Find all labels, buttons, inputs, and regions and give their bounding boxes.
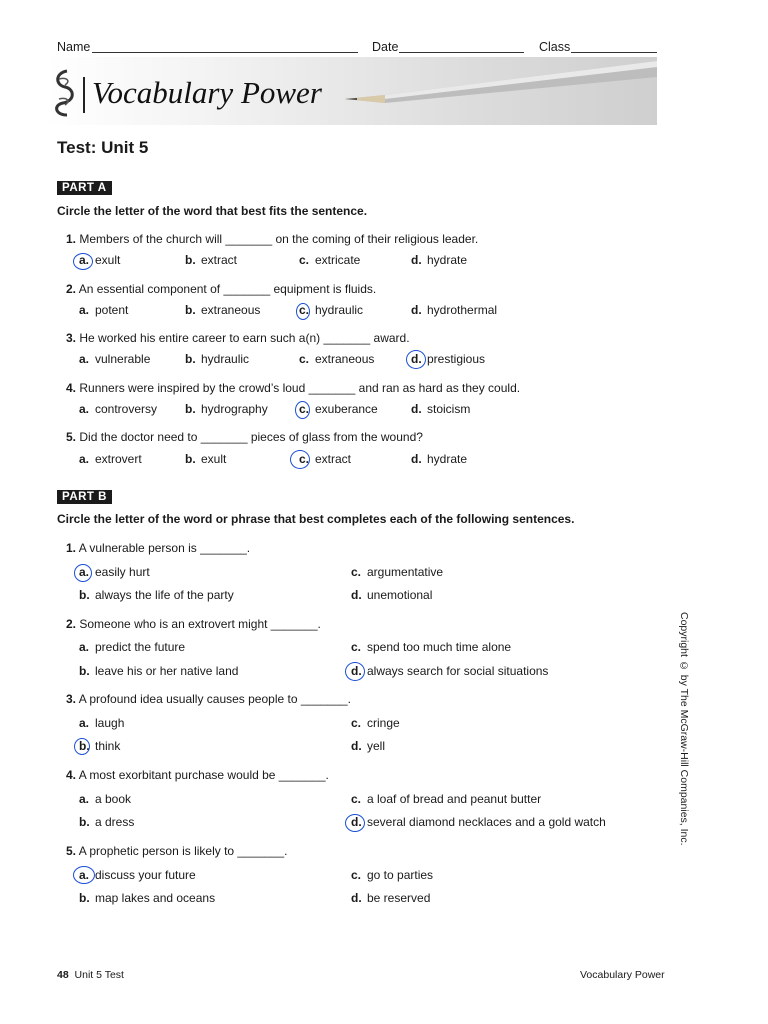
option-c[interactable]: c. a loaf of bread and peanut butter — [351, 792, 542, 806]
part-a-instructions: Circle the letter of the word that best fits the sentence. — [57, 204, 368, 218]
option-c[interactable]: c. exuberance — [299, 402, 378, 416]
option-a[interactable]: a. easily hurt — [79, 565, 150, 579]
answer-circle-mark — [295, 401, 310, 419]
option-d[interactable]: d. prestigious — [411, 352, 486, 366]
part-a-badge: PART A — [57, 181, 112, 195]
answer-circle-mark — [345, 814, 365, 832]
part-b-question-5: 5. A prophetic person is likely to _______. — [66, 844, 288, 858]
name-label: Name — [57, 40, 91, 54]
option-b[interactable]: b. map lakes and oceans — [79, 891, 216, 905]
class-line — [571, 52, 657, 53]
part-b-instructions: Circle the letter of the word or phrase that best completes each of the following sentences. — [57, 512, 575, 526]
banner-title: Vocabulary Power — [92, 75, 322, 110]
footer-right: Vocabulary Power — [580, 969, 665, 981]
option-d[interactable]: d. be reserved — [351, 891, 431, 905]
option-a[interactable]: a. predict the future — [79, 640, 186, 654]
answer-circle-mark — [406, 350, 426, 369]
answer-circle-mark — [73, 866, 95, 884]
option-b[interactable]: b. exult — [185, 452, 227, 466]
pencil-icon — [345, 61, 657, 103]
option-c[interactable]: c. spend too much time alone — [351, 640, 512, 654]
option-a[interactable]: a. a book — [79, 792, 132, 806]
option-a[interactable]: a. vulnerable — [79, 352, 151, 366]
footer-unit-label: Unit 5 Test — [74, 969, 124, 981]
option-c[interactable]: c. extricate — [299, 253, 361, 267]
date-label: Date — [372, 40, 399, 54]
option-d[interactable]: d. hydrate — [411, 253, 468, 267]
option-c[interactable]: c. hydraulic — [299, 303, 364, 317]
test-title: Test: Unit 5 — [57, 138, 149, 157]
part-b-badge: PART B — [57, 490, 112, 504]
answer-circle-mark — [74, 564, 92, 582]
option-c[interactable]: c. extract — [299, 452, 352, 466]
student-info-header — [57, 40, 657, 56]
vocabulary-power-banner — [45, 57, 657, 125]
option-d[interactable]: d. yell — [351, 739, 386, 753]
swirl-ornament-icon — [57, 71, 73, 115]
option-c[interactable]: c. cringe — [351, 716, 400, 730]
option-b[interactable]: b. think — [79, 739, 121, 753]
part-a-question-1: 1. Members of the church will _______ on the coming of their religious leader. — [66, 232, 479, 246]
option-a[interactable]: a. discuss your future — [79, 868, 196, 882]
option-b[interactable]: b. extraneous — [185, 303, 261, 317]
part-b-question-2: 2. Someone who is an extrovert might _______. — [66, 617, 321, 631]
option-b[interactable]: b. a dress — [79, 815, 135, 829]
footer-left — [57, 969, 124, 981]
option-b[interactable]: b. always the life of the party — [79, 588, 234, 602]
answer-circle-mark — [345, 662, 365, 681]
option-d[interactable]: d. unemotional — [351, 588, 433, 602]
part-b-question-4: 4. A most exorbitant purchase would be _______. — [66, 768, 329, 782]
answer-circle-mark — [296, 303, 310, 320]
class-label: Class — [539, 40, 571, 54]
page-number: 48 — [57, 969, 69, 981]
option-d[interactable]: d. hydrothermal — [411, 303, 498, 317]
option-a[interactable]: a. controversy — [79, 402, 158, 416]
part-a-question-3: 3. He worked his entire career to earn such a(n) _______ award. — [66, 331, 410, 345]
option-c[interactable]: c. go to parties — [351, 868, 434, 882]
banner-divider — [83, 77, 85, 113]
name-line — [92, 52, 358, 53]
part-a-question-4: 4. Runners were inspired by the crowd’s loud _______ and ran as hard as they could. — [66, 381, 521, 395]
option-a[interactable]: a. laugh — [79, 716, 125, 730]
option-a[interactable]: a. exult — [79, 253, 121, 267]
option-d[interactable]: d. several diamond necklaces and a gold watch — [351, 815, 606, 829]
part-b-question-3: 3. A profound idea usually causes people to _______. — [66, 692, 351, 706]
option-a[interactable]: a. extrovert — [79, 452, 142, 466]
option-b[interactable]: b. hydrography — [185, 402, 268, 416]
part-a-question-2: 2. An essential component of _______ equipment is fluids. — [66, 282, 377, 296]
answer-circle-mark — [74, 738, 90, 755]
part-a-question-5: 5. Did the doctor need to _______ pieces of glass from the wound? — [66, 430, 423, 444]
option-b[interactable]: b. hydraulic — [185, 352, 250, 366]
option-a[interactable]: a. potent — [79, 303, 129, 317]
option-d[interactable]: d. always search for social situations — [351, 664, 549, 678]
option-c[interactable]: c. extraneous — [299, 352, 375, 366]
answer-circle-mark — [73, 253, 93, 270]
option-d[interactable]: d. hydrate — [411, 452, 468, 466]
answer-circle-mark — [290, 450, 310, 469]
date-line — [399, 52, 524, 53]
option-c[interactable]: c. argumentative — [351, 565, 444, 579]
option-b[interactable]: b. leave his or her native land — [79, 664, 239, 678]
option-d[interactable]: d. stoicism — [411, 402, 471, 416]
copyright-notice: Copyright © by The McGraw-Hill Companies, Inc. — [678, 612, 690, 846]
option-b[interactable]: b. extract — [185, 253, 238, 267]
part-b-question-1: 1. A vulnerable person is _______. — [66, 541, 251, 555]
